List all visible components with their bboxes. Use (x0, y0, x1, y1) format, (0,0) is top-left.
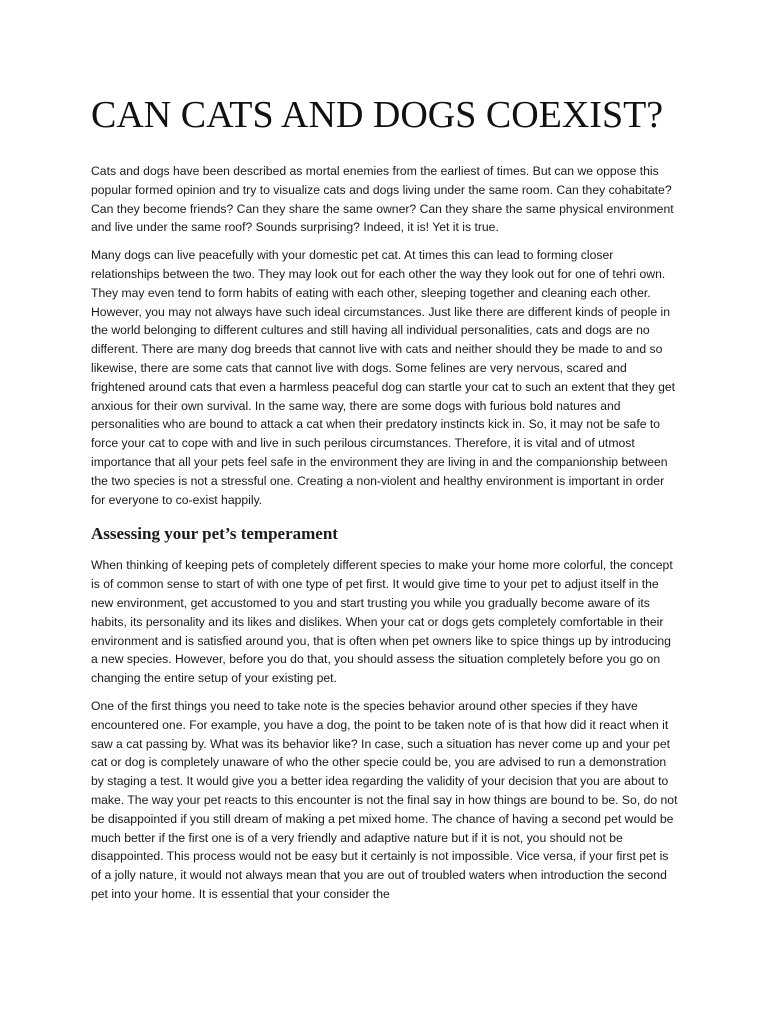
document-body (91, 162, 681, 913)
paragraph-intro-2: Many dogs can live peacefully with your domestic pet cat. At times this can lead to forming closer relationships between the two. They may look out for each other the way they look out for one of tehri own. They may even tend to form habits of eating with each other, sleeping together and cleaning each other. However, you may not always have such ideal circumstances. Just like there are different kinds of people in the world belonging to different cultures and still having all individual personalities, cats and dogs are no different. There are many dog breeds that cannot live with cats and neither should they be made to and so likewise, there are some cats that cannot live with dogs. Some felines are very nervous, scared and frightened around cats that even a harmless peaceful dog can startle your cat to such an extent that they get anxious for their own survival. In the same way, there are some dogs with furious bold natures and personalities who are bound to attack a cat when their predatory instincts kick in. So, it may not be safe to force your cat to cope with and live in such perilous circumstances. Therefore, it is vital and of utmost importance that all your pets feel safe in the environment they are living in and the companionship between the two species is not a stressful one. Creating a non-violent and healthy environment is important in order for everyone to co-exist happily. (91, 248, 676, 507)
paragraph-intro-1: Cats and dogs have been described as mortal enemies from the earliest of times. But can we oppose this popular formed opinion and try to visualize cats and dogs living under the same room. Can they cohabitate? Can they become friends? Can they share the same owner? Can they share the same physical environment and live under the same roof? Sounds surprising? Indeed, it is! Yet it is true. (91, 164, 674, 235)
section-heading: Assessing your pet’s temperament (91, 524, 338, 544)
paragraph-section-1: When thinking of keeping pets of completely different species to make your home more colorful, the concept is of common sense to start of with one type of pet first. It would give time to your pet to adjust itself in the new environment, get accustomed to you and start trusting you while you gradually become aware of its habits, its personality and its likes and dislikes. When your cat or dogs gets completely comfortable in their environment and is satisfied around you, that is often when pet owners like to spice things up by introducing a new species. However, before you do that, you should assess the situation completely before you go on changing the entire setup of your existing pet. (91, 558, 673, 686)
paragraph-section-2: One of the first things you need to take note is the species behavior around other species if they have encountered one. For example, you have a dog, the point to be taken note of is that how did it react when it saw a cat passing by. What was its behavior like? In case, such a situation has never come up and your pet cat or dog is completely unaware of who the other specie could be, you are advised to run a demonstration by staging a test. It would give you a better idea regarding the validity of your decision that you are about to make. The way your pet reacts to this encounter is not the final say in how things are bound to be. So, do not be disappointed if you still dream of making a pet mixed home. The chance of having a second pet would be much better if the first one is of a very friendly and adaptive nature but if it is not, you should not be disappointed. This process would not be easy but it certainly is not impossible. Vice versa, if your first pet is of a jolly nature, it would not always mean that you are out of troubled waters when introduction the second pet into your home. It is essential that your consider the (91, 698, 678, 901)
page-title: CAN CATS AND DOGS COEXIST? (91, 94, 664, 136)
